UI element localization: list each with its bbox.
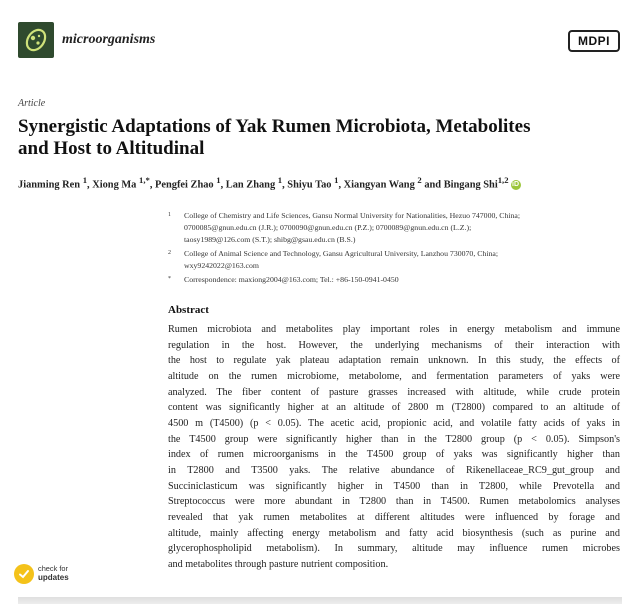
abstract-heading: Abstract bbox=[168, 304, 209, 316]
author-name[interactable]: Pengfei Zhao bbox=[155, 179, 214, 191]
affiliation-item bbox=[168, 210, 623, 246]
orcid-icon[interactable]: iD bbox=[512, 181, 520, 189]
author-affiliation-mark: 1 bbox=[82, 175, 88, 185]
check-for-updates-button[interactable] bbox=[14, 562, 94, 586]
abstract-line: 4500 m (T4500) (p < 0.05). The acetic acid, propionic acid, and volatile fatty acids of yaks in bbox=[168, 417, 620, 429]
author-affiliation-mark: 1 bbox=[334, 175, 339, 185]
abstract-body bbox=[168, 322, 620, 573]
journal-header bbox=[18, 22, 622, 62]
title-line-1: Synergistic Adaptations of Yak Rumen Microbiota, Metabolites bbox=[18, 116, 531, 137]
journal-name[interactable]: microorganisms bbox=[62, 32, 156, 47]
abstract-line: Rumen microbiota and metabolites play important roles in energy metabolism and immune bbox=[168, 324, 620, 335]
author-name[interactable]: Xiong Ma bbox=[92, 179, 137, 191]
abstract-line: and metabolites through pasture nutrient composition. bbox=[168, 558, 389, 570]
article-title bbox=[18, 116, 618, 160]
affiliation-line[interactable]: 0700085@gnun.edu.cn (J.R.); 0700090@gnun.edu.cn (P.Z.); 0700089@gnun.edu.cn (L.Z.); bbox=[184, 223, 472, 232]
author-affiliation-mark: 1 bbox=[216, 175, 221, 185]
affiliation-line[interactable]: taosy1989@126.com (S.T.); shibg@gsau.edu.cn (B.S.) bbox=[184, 235, 356, 244]
article-type: Article bbox=[18, 98, 46, 109]
affiliation-line: College of Chemistry and Life Sciences, Gansu Normal University for Nationalities, Hezuo 747000, China; bbox=[184, 211, 521, 220]
author-list: Jianming Ren $^1$, Xiong Ma $^{1,*}$, Pengfei Zhao $^1$, Lan Zhang $^1$, Shiyu Tao $^1$, Xiangyan Wang $^2$ and Bingang Shi$^{1,2}$ iD bbox=[18, 175, 520, 191]
check-for-updates-line-1: check for bbox=[38, 564, 68, 573]
author-name[interactable]: Jianming Ren bbox=[18, 179, 81, 191]
affiliation-mark: 2 bbox=[168, 250, 171, 256]
abstract-line: altitude, mainly affecting energy metabolism and fatty acid biosynthesis (such as purine and bbox=[168, 527, 620, 539]
affiliation-item bbox=[168, 248, 623, 272]
abstract-line: regulation in the host. However, the underlying mechanisms of their interaction with bbox=[168, 339, 620, 351]
check-for-updates-line-2: updates bbox=[38, 572, 69, 582]
affiliation-line: College of Animal Science and Technology, Gansu Agricultural University, Lanzhou 730070, China; bbox=[184, 249, 499, 258]
microorganism-logo-icon bbox=[18, 22, 54, 58]
title-line-2: and Host to Altitudinal bbox=[18, 138, 205, 159]
abstract-line: glycerophospholipid metabolism). In summary, altitude may influence rumen microbes bbox=[168, 543, 620, 555]
abstract-line: Succiniclasticum was significantly higher in T4500 than in T2800, while Prevotella and bbox=[168, 480, 620, 492]
author-affiliation-mark: 1,* bbox=[139, 175, 150, 185]
abstract-line: Streptococcus were more abundant in T2800 than in T4500. Rumen metabolomics analyses bbox=[168, 496, 620, 508]
abstract-line: altitude on the rumen microbiome, metabolome, and fermentation parameters of yaks were bbox=[168, 370, 620, 382]
author-name[interactable]: Shiyu Tao bbox=[287, 179, 332, 191]
author-name[interactable]: Lan Zhang bbox=[225, 179, 276, 191]
author-affiliation-mark: 1 bbox=[277, 175, 283, 185]
author-affiliation-mark: 2 bbox=[417, 175, 422, 185]
affiliation-mark: 1 bbox=[168, 212, 171, 218]
correspondence-mark: * bbox=[168, 276, 171, 282]
abstract-line: index of rumen microorganisms in the T4500 group of yaks was significantly higher than bbox=[168, 449, 620, 461]
next-text-cutoff bbox=[18, 597, 622, 604]
abstract-line: revealed that yak rumen metabolites at different altitudes were influenced by forage and bbox=[168, 511, 620, 523]
correspondence-line[interactable]: Correspondence: maxiong2004@163.com; Tel.: +86-150-0941-0450 bbox=[184, 275, 399, 284]
publisher-logo[interactable]: MDPI bbox=[568, 30, 620, 52]
author-name[interactable]: Xiangyan Wang bbox=[343, 179, 415, 191]
correspondence-item bbox=[168, 274, 623, 286]
check-for-updates-label bbox=[38, 565, 69, 582]
abstract-line: the T4500 group were significantly higher than in the T2800 group (p < 0.05). Simpson's bbox=[168, 433, 620, 445]
affiliations bbox=[168, 210, 623, 288]
abstract-line: analyzed. The fiber content of pasture grasses increased with altitude, while crude protein bbox=[168, 386, 620, 398]
author-affiliation-mark: 1,2 bbox=[497, 175, 509, 185]
author-joiner: and bbox=[424, 179, 442, 191]
check-for-updates-icon bbox=[14, 564, 34, 584]
abstract-line: in T2800 and T3500 yaks. The relative abundance of Rikenellaceae_RC9_gut_group and bbox=[168, 464, 620, 476]
abstract-line: the host to regulate yak plateau adaptation remain unknown. In this study, the effects of bbox=[168, 355, 620, 367]
abstract-line: content was significantly higher at an altitude of 2800 m (T2800) compared to an altitude of bbox=[168, 402, 620, 414]
affiliation-line[interactable]: wxy9242022@163.com bbox=[184, 261, 259, 270]
author-name[interactable]: Bingang Shi bbox=[443, 179, 498, 191]
